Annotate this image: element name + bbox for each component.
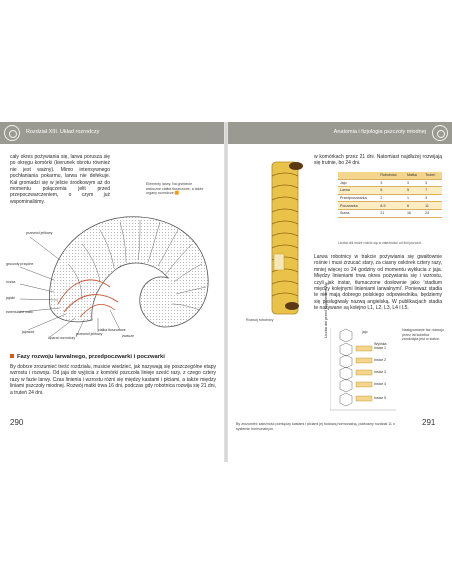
- stages-note: Następowanie faz rozwoju przez lat kubełka zamknięta jest w siatce.: [402, 328, 444, 342]
- left-header-text: Rozdział XIII. Układ rozrodczy: [26, 129, 100, 135]
- stage-bar: [356, 358, 372, 363]
- right-page: [226, 122, 452, 462]
- book-gutter: [224, 122, 228, 462]
- table-cell: Poczwarka: [338, 202, 378, 210]
- table-cell: 5: [405, 187, 423, 195]
- label-mandibles: żwacze: [122, 334, 134, 338]
- footnote: By zrozumieć zależność pomiędzy kastami i płciami jej budową hormonalną, polecamy rozdział 11 o systemie hormonalnym.: [236, 422, 395, 431]
- label-ocelli: oczka: [6, 280, 16, 284]
- table-cell: 2: [378, 194, 405, 202]
- table-header-cell: Robotnica: [378, 172, 405, 179]
- right-body-text: Larwa robotnicy w trakcie pożywiania się gwałtownie rośnie i musi zrzucać stary, za ciasny oskórek cztery razy, mniej więcej co 24 godziny od momentu wykłucia z jaja. Między linieniami trwa okres pożywiania się i wzrostu, czyli jak instar, tłumaczone dosłownie jako 'stadium między kolejnymi linieniami larwalnymi'. Ponieważ stadia te nie mają dobrego polskiego odpowiednika, będziemy się posługiwały nazwą angielską. W publikacjach stadia te nazywane są kolejno L1, L2, L3, L4 i L5.: [314, 254, 442, 312]
- left-intro-text: cały okres pożywiania się, larwa porusza się po okręgu komórki (kierunek obrotu również nie jest ważny). Mimo intensywnego pochłaniania pokarmu, larwa nie defekuje. Kał gromadzi się w jelicie środkowym aż do momentu połączenia jelit przed przepoczwarczeniem, o czym już wspominaliśmy.: [10, 154, 110, 205]
- table-cell: 7: [423, 187, 442, 195]
- table-cell: 6: [405, 202, 423, 210]
- table-cell: 8-9: [378, 202, 405, 210]
- stage-bar: [356, 382, 372, 387]
- right-page-header: [226, 122, 452, 144]
- left-page-number: 290: [10, 418, 24, 427]
- cell-hexagon: [340, 343, 352, 356]
- table-cell: 3: [423, 179, 442, 187]
- table-header-row: [338, 172, 442, 179]
- right-header-text: Anatomia i fizjologia pszczoły miodnej: [333, 129, 426, 135]
- stage-label-molt: Wylinka: [374, 342, 387, 346]
- table-header-cell: [338, 172, 378, 179]
- table-cell: 1: [405, 194, 423, 202]
- stages-y-label: Liczba dni przed pojawieniem się: [324, 282, 328, 338]
- stage-label-instar-2: Instar 2: [374, 358, 386, 362]
- left-page-header: [0, 122, 226, 144]
- stage-label-instar-4: Instar 4: [374, 382, 386, 386]
- stage-bar: [356, 370, 372, 375]
- label-intestinal-tract: przewód jelitowy: [26, 231, 53, 235]
- cell-hexagon: [340, 367, 352, 380]
- label-fat-bodies: ciałka tłuszczowe: [98, 328, 126, 332]
- label-intestinal-tract-2: przewód jelitowy: [76, 332, 103, 336]
- table-cell: 3: [423, 194, 442, 202]
- table-row: [338, 209, 442, 217]
- development-table: [338, 172, 442, 218]
- table-cell: 16: [405, 209, 423, 217]
- label-reproductive-system: Aparat rozrodczy: [48, 336, 76, 340]
- stage-bar: [356, 346, 372, 351]
- book-spread: [0, 122, 452, 462]
- worker-figure-caption: Rozwój robotnicy: [246, 318, 274, 322]
- table-row: [338, 202, 442, 210]
- cell-hexagon: [340, 355, 352, 368]
- stage-bar: [356, 396, 372, 401]
- table-header-cell: Truteń: [423, 172, 442, 179]
- worker-development-illustration: [262, 158, 308, 318]
- section-title: Fazy rozwoju larwalnego, przedpoczwarki i poczwarki: [10, 354, 165, 360]
- stage-label-instar-5: Instar 5: [374, 396, 386, 400]
- worker-bee-bottom-icon: [285, 302, 299, 310]
- table-cell: 11: [423, 202, 442, 210]
- table-cell: 24: [423, 209, 442, 217]
- table-cell: Suma: [338, 209, 378, 217]
- right-intro-text: w komórkach przez 21 dni. Natomiast najdłużej rozwijają się trutnie, bo 24 dni.: [314, 154, 442, 167]
- section-marker-icon: [10, 354, 14, 358]
- table-note: Liczba dni może różnić się w zależności od linii pszczół.: [338, 241, 422, 245]
- cell-hexagon: [340, 379, 352, 392]
- right-page-number: 291: [422, 418, 436, 427]
- table-cell: Jajo: [338, 179, 378, 187]
- chapter-logo-icon: [4, 125, 20, 141]
- label-ovaries: jajniki: [6, 296, 15, 300]
- stages-diagram: [330, 328, 400, 412]
- table-cell: 21: [378, 209, 405, 217]
- cell-hexagon: [340, 393, 352, 406]
- worker-bee-top-icon: [289, 162, 303, 170]
- table-cell: Larwa: [338, 187, 378, 195]
- stage-label-instar-1: Instar 1: [374, 346, 386, 350]
- table-cell: Przedpoczwarka: [338, 194, 378, 202]
- table-cell: 3: [378, 179, 405, 187]
- label-silk-glands: gruczoły przędne: [6, 262, 34, 266]
- table-header-cell: Matka: [405, 172, 423, 179]
- table-cell: 3: [405, 179, 423, 187]
- table-row: [338, 194, 442, 202]
- larva-illustration: [20, 192, 220, 342]
- larva-figure-caption: Elementy larwy. Na grzbiecie widoczne ciałka tłuszczowe, a także organy rozrodcze 🟧: [146, 182, 204, 196]
- chapter-logo-icon: [432, 125, 448, 141]
- stage-label-egg: jajo: [362, 330, 368, 334]
- table-cell: 6: [378, 187, 405, 195]
- left-page: [0, 122, 226, 462]
- cell-hexagon: [340, 329, 352, 342]
- table-row: [338, 187, 442, 195]
- stage-label-instar-3: Instar 3: [374, 370, 386, 374]
- larva-body: [49, 217, 208, 327]
- left-body-text: By dobrze zrozumieć treść rozdziału, musicie wiedzieć, jak nazywają się poszczególne etapy wzrostu i rozwoju. Od jaja do wyjścia z komórki pszczoła linieje sześć razy, z czego cztery razy w fazie larwy. Czas linienia i wzrostu różni się między kastami i płciami, a także między liniami pszczoły miodnej. Rozwój matki trwa 16 dni, podczas gdy robotnica rozwija się 21 dni, a truteń 24 dni.: [10, 364, 216, 396]
- label-oviduct: jajowód: [22, 330, 35, 334]
- label-body: ewentualne ciało: [6, 310, 33, 314]
- table-row: [338, 179, 442, 187]
